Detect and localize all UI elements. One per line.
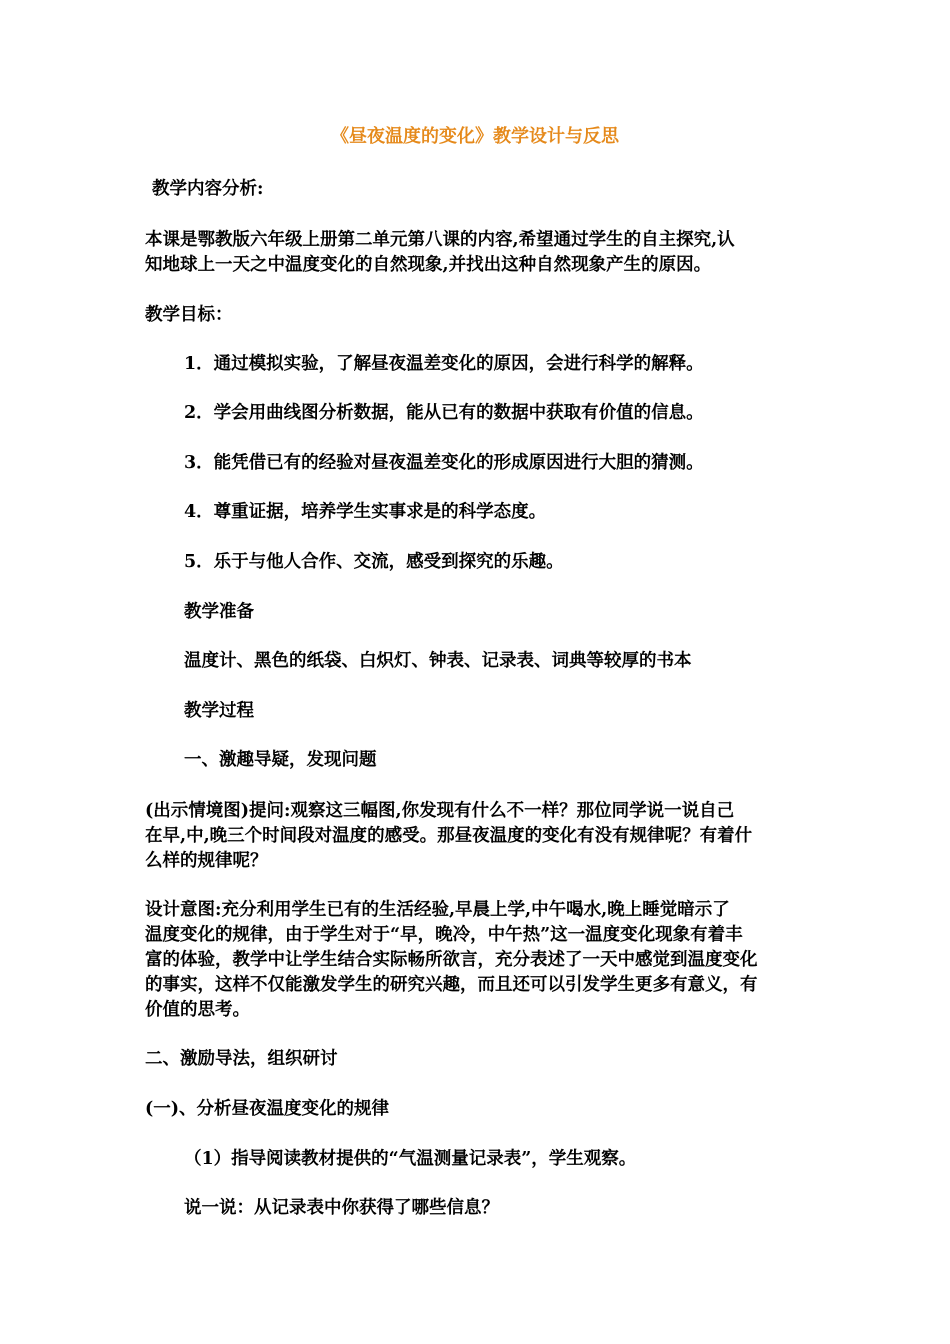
step1-line-2: 在早,中,晚三个时间段对温度的感受。那昼夜温度的变化有没有规律呢？有着什: [145, 826, 753, 846]
content-line-1: 本课是鄂教版六年级上册第二单元第八课的内容,希望通过学生的自主探究,认: [145, 230, 735, 250]
document-title: 《昼夜温度的变化》教学设计与反思: [331, 126, 619, 147]
step2-subheading: (一)、分析昼夜温度变化的规律: [145, 1099, 390, 1119]
prep-heading: 教学准备: [184, 602, 254, 622]
goal-item-1: 1．通过模拟实验，了解昼夜温差变化的原因，会进行科学的解释。: [184, 354, 704, 374]
step1-line-3: 么样的规律呢？: [145, 851, 268, 871]
step1-line-1: (出示情境图)提问:观察这三幅图,你发现有什么不一样？那位同学说一说自己: [145, 801, 735, 821]
goal-item-4: 4．尊重证据，培养学生实事求是的科学态度。: [184, 502, 547, 522]
process-heading: 教学过程: [184, 701, 254, 721]
design-line-2: 温度变化的规律，由于学生对于“早，晚冷，中午热”这一温度变化现象有着丰: [145, 925, 743, 945]
step2-item-1: （1）指导阅读教材提供的“气温测量记录表”，学生观察。: [184, 1149, 637, 1169]
design-line-1: 设计意图:充分利用学生已有的生活经验,早晨上学,中午喝水,晚上睡觉暗示了: [145, 900, 730, 920]
design-line-5: 价值的思考。: [145, 1000, 250, 1020]
step1-heading: 一、激趣导疑，发现问题: [184, 750, 377, 770]
design-line-3: 富的体验，教学中让学生结合实际畅所欲言，充分表述了一天中感觉到温度变化: [145, 950, 758, 970]
goal-item-2: 2．学会用曲线图分析数据，能从已有的数据中获取有价值的信息。: [184, 403, 704, 423]
goal-item-3: 3．能凭借已有的经验对昼夜温差变化的形成原因进行大胆的猜测。: [184, 453, 704, 473]
content-line-2: 知地球上一天之中温度变化的自然现象,并找出这种自然现象产生的原因。: [145, 255, 712, 275]
content-analysis-heading: 教学内容分析:: [152, 179, 264, 199]
prep-text: 温度计、黑色的纸袋、白炽灯、钟表、记录表、词典等较厚的书本: [184, 651, 692, 671]
goal-item-5: 5．乐于与他人合作、交流，感受到探究的乐趣。: [184, 552, 564, 572]
step2-heading: 二、激励导法，组织研讨: [145, 1049, 338, 1069]
design-line-4: 的事实，这样不仅能激发学生的研究兴趣，而且还可以引发学生更多有意义，有: [145, 975, 758, 995]
goals-heading: 教学目标：: [145, 305, 233, 325]
step2-say: 说一说：从记录表中你获得了哪些信息？: [184, 1198, 499, 1218]
